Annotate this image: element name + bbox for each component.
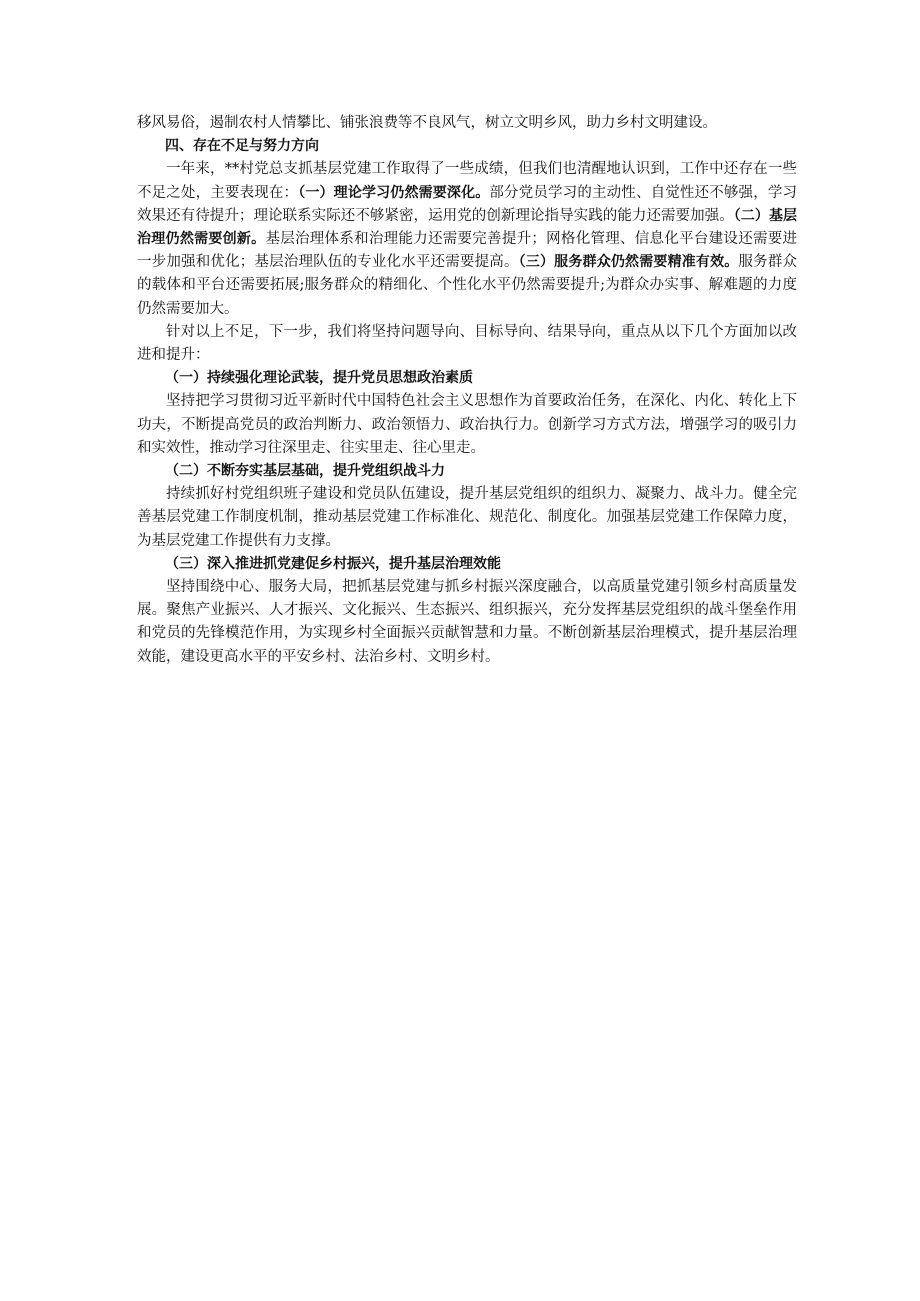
shortcomings-intro: 一年来，**村党总支抓基层党建工作取得了一些成绩，但我们也清醒地认识到，工作中还存在一些不足之处，主要表现在：	[137, 161, 797, 201]
shortcoming-2-text: 基层治理体系和治理能力还需要完善提升；网格化管理、信息化平台建设还需要进一步加强和优化；基层治理队伍的专业化水平还需要提高。	[137, 231, 798, 271]
shortcoming-1-text: 部分党员学习的主动性、自觉性还不够强，学习效果还有待提升；理论联系实际还不够紧密，运用党的创新理论指导实践的能力还需要加强。	[137, 184, 798, 224]
paragraph-next-steps: 针对以上不足，下一步，我们将坚持问题导向、目标导向、结果导向，重点从以下几个方面加以改进和提升：	[137, 323, 797, 364]
subsection-heading-foundation: （二）不断夯实基层基础，提升党组织战斗力	[165, 463, 445, 480]
subsection-heading-theory: （一）持续强化理论武装，提升党员思想政治素质	[165, 370, 473, 387]
section-heading-shortcomings: 四、存在不足与努力方向	[165, 138, 319, 155]
shortcoming-2-title: （二）基层治理仍然需要创新。	[137, 207, 798, 248]
paragraph-revitalization: 坚持围绕中心、服务大局，把抓基层党建与抓乡村振兴深度融合，以高质量党建引领乡村高质量发展。聚焦产业振兴、人才振兴、文化振兴、生态振兴、组织振兴，充分发挥基层党组织的战斗堡垒作用和党员的先锋模范作用，为实现乡村全面振兴贡献智慧和力量。不断创新基层治理模式，提升基层治理效能，建设更高水平的平安乡村、法治乡村、文明乡村。	[137, 579, 797, 665]
shortcoming-3-text: 服务群众的载体和平台还需要拓展;服务群众的精细化、个性化水平仍然需要提升;为群众办实事、解难题的力度仍然需要加大。	[137, 254, 798, 317]
document-body	[137, 112, 797, 669]
shortcoming-3-title: （三）服务群众仍然需要精准有效。	[518, 254, 739, 271]
paragraph-theory: 坚持把学习贯彻习近平新时代中国特色社会主义思想作为首要政治任务，在深化、内化、转化上下功夫，不断提高党员的政治判断力、政治领悟力、政治执行力。创新学习方式方法，增强学习的吸引力和实效性，推动学习往深里走、往实里走、往心里走。	[137, 393, 797, 456]
shortcoming-1-title: （一）理论学习仍然需要深化。	[298, 184, 490, 201]
paragraph-continuation: 移风易俗，遏制农村人情攀比、铺张浪费等不良风气，树立文明乡风，助力乡村文明建设。	[137, 115, 717, 131]
subsection-heading-revitalization: （三）深入推进抓党建促乡村振兴，提升基层治理效能	[165, 555, 501, 572]
paragraph-foundation: 持续抓好村党组织班子建设和党员队伍建设，提升基层党组织的组织力、凝聚力、战斗力。健全完善基层党建工作制度机制，推动基层党建工作标准化、规范化、制度化。加强基层党建工作保障力度，为基层党建工作提供有力支撑。	[137, 486, 797, 549]
paragraph-shortcomings	[137, 158, 797, 320]
